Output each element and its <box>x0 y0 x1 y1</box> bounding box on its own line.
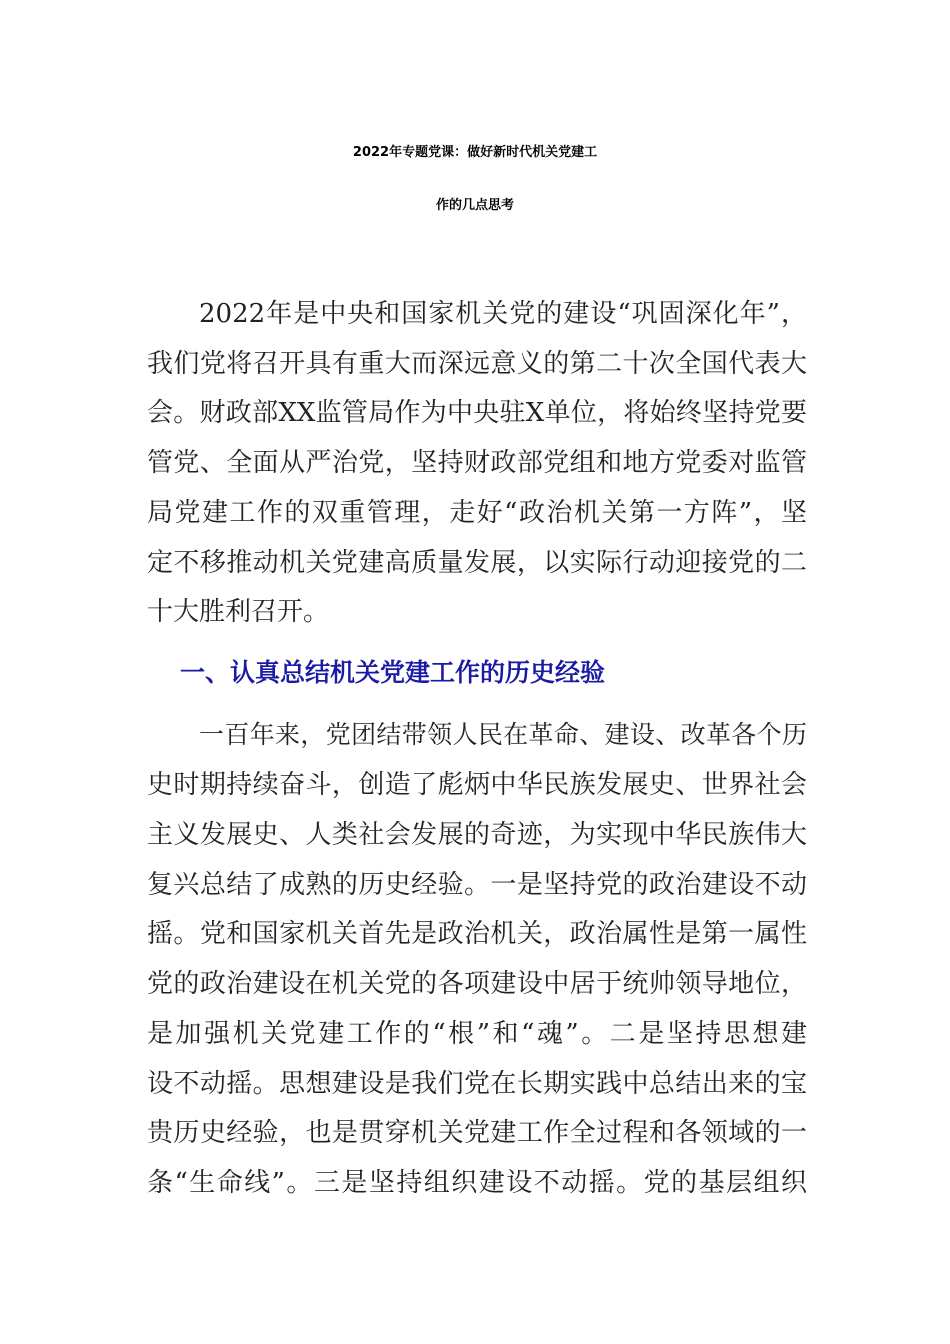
paragraph-1-line: 局党建工作的双重管理，走好“政治机关第一方阵”，坚 <box>147 498 807 528</box>
document-title-line-2: 作的几点思考 <box>435 198 514 213</box>
document-title-line-1: 2022年专题党课：做好新时代机关党建工 <box>352 145 598 160</box>
paragraph-2-line: 复兴总结了成熟的历史经验。一是坚持党的政治建设不动 <box>147 870 807 900</box>
paragraph-1-line: 2022年是中央和国家机关党的建设“巩固深化年”， <box>199 299 807 329</box>
paragraph-1-line: 管党、全面从严治党，坚持财政部党组和地方党委对监管 <box>147 448 807 478</box>
paragraph-2-line: 史时期持续奋斗，创造了彪炳中华民族发展史、世界社会 <box>147 770 807 800</box>
paragraph-1-line: 会。财政部XX监管局作为中央驻X单位，将始终坚持党要 <box>147 398 807 428</box>
paragraph-1-line: 我们党将召开具有重大而深远意义的第二十次全国代表大 <box>147 349 807 379</box>
paragraph-1-line: 定不移推动机关党建高质量发展，以实际行动迎接党的二 <box>147 548 807 578</box>
paragraph-2-line: 党的政治建设在机关党的各项建设中居于统帅领导地位， <box>147 969 807 999</box>
paragraph-2-line: 主义发展史、人类社会发展的奇迹，为实现中华民族伟大 <box>147 820 807 850</box>
paragraph-2-line: 设不动摇。思想建设是我们党在长期实践中总结出来的宝 <box>147 1069 807 1099</box>
paragraph-1-line: 十大胜利召开。 <box>147 597 330 627</box>
paragraph-2-line: 摇。党和国家机关首先是政治机关，政治属性是第一属性 <box>147 919 807 949</box>
paragraph-2-line: 一百年来，党团结带领人民在革命、建设、改革各个历 <box>199 720 807 749</box>
paragraph-2-line: 条“生命线”。三是坚持组织建设不动摇。党的基层组织 <box>147 1168 807 1198</box>
paragraph-2-line: 贵历史经验，也是贯穿机关党建工作全过程和各领域的一 <box>147 1118 807 1148</box>
paragraph-2-line: 是加强机关党建工作的“根”和“魂”。二是坚持思想建 <box>147 1019 807 1049</box>
section-heading: 一、认真总结机关党建工作的历史经验 <box>180 658 606 687</box>
